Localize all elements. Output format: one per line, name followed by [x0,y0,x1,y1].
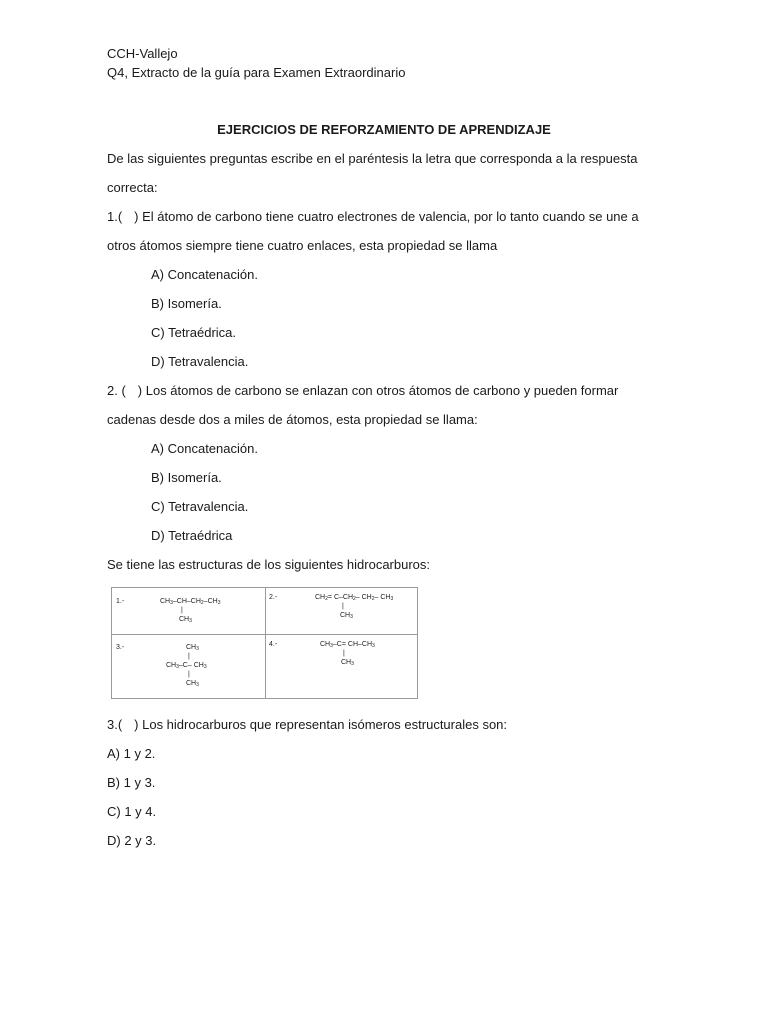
structure-1-branch: $CH_3$ [179,616,192,624]
structure-1-main: $CH_3-CH-CH_2-CH_3$ [160,598,221,606]
question-2-option-c: C) Tetravalencia. [151,499,249,514]
question-1-option-d: D) Tetravalencia. [151,354,249,369]
structure-4-branch: $CH_3$ [341,659,354,667]
structure-3-main: $CH_3-C-$ $CH_3$ [166,662,207,670]
structure-3-bond-top: | [188,653,190,660]
question-2-line1 [107,383,618,399]
structure-3-bond-bottom: | [188,671,190,678]
structures-intro: Se tiene las estructuras de los siguientes hidrocarburos: [107,557,431,572]
question-3-number: 3.( [107,717,123,732]
page-title: EJERCICIOS DE REFORZAMIENTO DE APRENDIZAJE [217,122,551,137]
instructions-line2: correcta: [107,180,158,195]
question-3-option-d: D) 2 y 3. [107,833,157,848]
question-3-option-b: B) 1 y 3. [107,775,156,790]
question-3-option-a: A) 1 y 2. [107,746,156,761]
question-3-text: ) Los hidrocarburos que representan isómeros estructurales son: [134,717,508,732]
question-1-option-c: C) Tetraédrica. [151,325,237,340]
question-2-option-b: B) Isomería. [151,470,222,485]
structure-2-branch: $CH_3$ [340,612,353,620]
question-2-text: ) Los átomos de carbono se enlazan con otros átomos de carbono y pueden formar [137,383,619,398]
structure-2-bond: | [342,603,344,610]
structure-3-label: 3.- [116,644,125,651]
question-3-line1 [107,717,507,733]
structure-4-main: $CH_3-C= CH-CH_3$ [320,641,375,649]
table-divider-vertical [265,588,266,698]
question-1-number: 1.( [107,209,123,224]
question-1-line2: otros átomos siempre tiene cuatro enlaces, esta propiedad se llama [107,238,498,253]
structure-2-label: 2.- [269,594,278,601]
question-2-number: 2. ( [107,383,126,398]
question-2-line2: cadenas desde dos a miles de átomos, esta propiedad se llama: [107,412,478,427]
structure-3-top: $CH_3$ [186,644,199,652]
question-1-text: ) El átomo de carbono tiene cuatro electrones de valencia, por lo tanto cuando se une a [134,209,639,224]
instructions-line1: De las siguientes preguntas escribe en el paréntesis la letra que corresponda a la respuesta [107,151,638,166]
question-2-option-a: A) Concatenación. [151,441,258,456]
structure-2-main: $CH_2= C-CH_2-$ $CH_2-$ $CH_3$ [315,594,394,602]
structure-4-bond: | [343,650,345,657]
structures-table [111,587,418,699]
question-2-option-d: D) Tetraédrica [151,528,233,543]
header-subtitle: Q4, Extracto de la guía para Examen Extraordinario [107,65,406,80]
structure-3-bottom: $CH_3$ [186,680,199,688]
structure-1-bond: | [181,607,183,614]
question-1-option-a: A) Concatenación. [151,267,258,282]
header-school: CCH-Vallejo [107,46,178,61]
table-divider-horizontal [112,634,417,635]
structure-1-label: 1.- [116,598,125,605]
structure-4-label: 4.- [269,641,278,648]
question-3-option-c: C) 1 y 4. [107,804,157,819]
question-1-line1 [107,209,639,225]
question-1-option-b: B) Isomería. [151,296,222,311]
